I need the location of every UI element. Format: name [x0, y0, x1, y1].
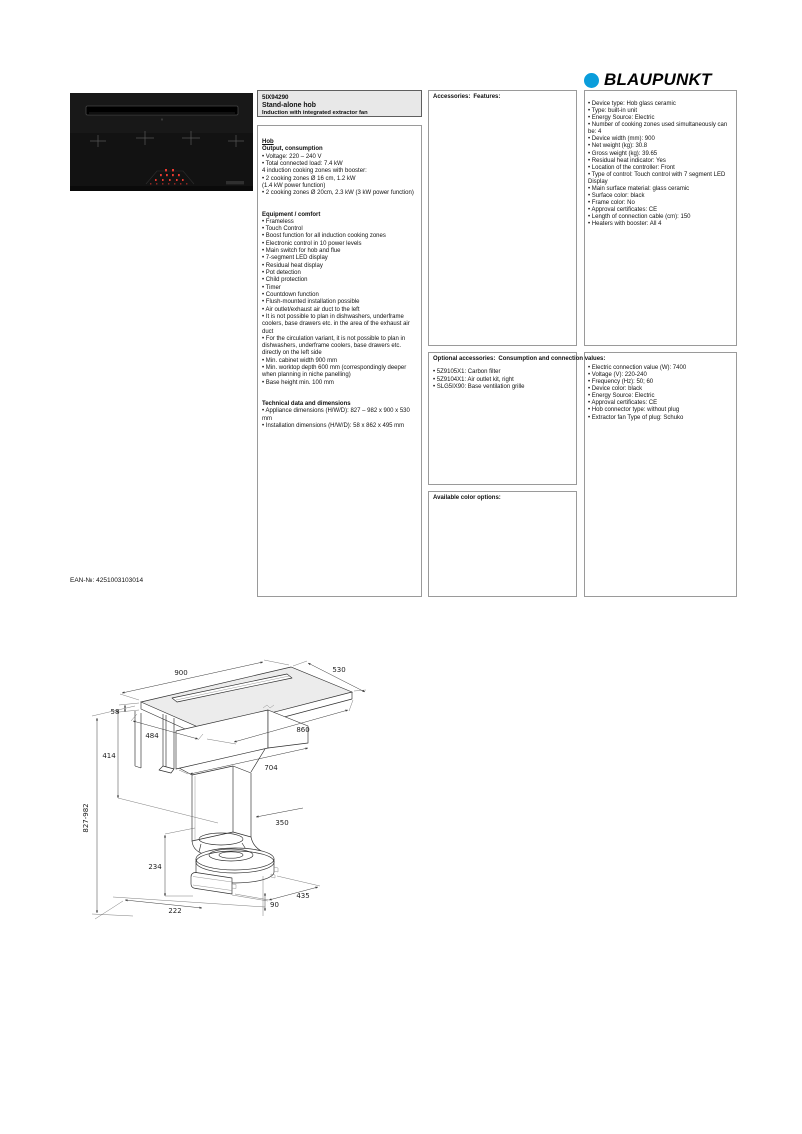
dim-860: 860: [296, 726, 310, 734]
color-options-box: [428, 491, 577, 597]
spec-line: • Device color: black: [588, 386, 732, 393]
brand-logo: [584, 69, 739, 91]
spec-line: • Main surface material: glass ceramic: [588, 186, 732, 193]
spec-line: • 5Z9104X1: Air outlet kit, right: [433, 377, 568, 384]
spec-heading: Hob: [262, 139, 274, 145]
dim-704: 704: [264, 764, 278, 772]
spec-line: • Countdown function: [262, 292, 416, 299]
dim-234: 234: [148, 863, 162, 871]
spec-line: • Energy Source: Electric: [588, 393, 732, 400]
spec-line: • Residual heat display: [262, 263, 416, 270]
spec-line: • 2 cooking zones Ø 16 cm, 1.2 kW: [262, 176, 416, 183]
spec-line: [262, 198, 416, 205]
spec-heading: Output, consumption: [262, 146, 323, 153]
dim-900: 900: [174, 669, 188, 677]
spec-line: • Total connected load: 7.4 kW: [262, 161, 416, 168]
spec-line: • Type: built-in unit: [588, 108, 732, 115]
spec-line: • Extractor fan Type of plug: Schuko: [588, 415, 732, 422]
technical-drawing: [75, 648, 375, 932]
extractor-vent-slot: [86, 106, 238, 115]
brand-logo-text: BLAUPUNKT: [604, 70, 712, 89]
spec-line: 4 induction cooking zones with booster:: [262, 168, 367, 175]
spec-line: [262, 394, 416, 401]
spec-line: • SLG5IX90: Base ventilation grille: [433, 384, 568, 391]
spec-line: • Approval certificates: CE: [588, 400, 732, 407]
spec-heading: Equipment / comfort: [262, 211, 321, 218]
dim-90: 90: [270, 901, 279, 909]
spec-line: [262, 387, 416, 394]
spec-line: • Type of control: Touch control with 7 segment LED Display: [588, 172, 732, 186]
spec-line: • Boost function for all induction cooking zones: [262, 233, 416, 240]
product-model: 5IX94290: [262, 94, 289, 101]
blaupunkt-dot-icon: [584, 73, 599, 88]
dim-827-982: 827-982: [82, 803, 90, 833]
hob-mini-logo: [226, 181, 244, 184]
spec-line: • Frameless: [262, 219, 416, 226]
spec-line: • Hob connector type: without plug: [588, 407, 732, 414]
spec-line: • 2 cooking zones Ø 20cm, 2.3 kW (3 kW power function): [262, 190, 416, 197]
spec-line: • Pot detection: [262, 270, 416, 277]
spec-line: • It is not possible to plan in dishwashers, underframe coolers, base drawers etc. in the area of the exhaust air duct: [262, 314, 416, 336]
spec-line: • Base height min. 100 mm: [262, 380, 416, 387]
spec-line: • Voltage (V): 220-240: [588, 372, 732, 379]
spec-line: • For the circulation variant, it is not possible to plan in dishwashers, underframe coolers, base drawers etc. directly on the left side: [262, 336, 416, 358]
spec-line: • Electric connection value (W): 7400: [588, 365, 732, 372]
spec-line: • Heaters with booster: All 4: [588, 221, 732, 228]
product-subtitle: Induction with integrated extractor fan: [262, 110, 368, 117]
spec-line: • Surface color: black: [588, 193, 732, 200]
spec-line: • Min. worktop depth 600 mm (correspondingly deeper when planning in niche panelling): [262, 365, 416, 380]
dim-484: 484: [145, 732, 159, 740]
spec-line: • Touch Control: [262, 226, 416, 233]
spec-line: • Device type: Hob glass ceramic: [588, 101, 732, 108]
spec-line: • Frame color: No: [588, 200, 732, 207]
optional-accessories-box: [428, 352, 606, 485]
spec-heading: Technical data and dimensions: [262, 401, 351, 407]
accessories-header: Accessories:: [433, 94, 471, 100]
spec-line: • Energy Source: Electric: [588, 115, 732, 122]
dim-435: 435: [296, 892, 310, 900]
hob-photo-graphic: [70, 93, 253, 191]
accessories-box: [428, 90, 577, 346]
dim-414: 414: [102, 752, 116, 760]
spec-line: • Flush-mounted installation possible: [262, 299, 416, 306]
spec-line: [262, 205, 416, 212]
product-photo: [70, 93, 253, 191]
dim-530: 530: [332, 666, 346, 674]
spec-line: • Location of the controller: Front: [588, 165, 732, 172]
product-name: Stand-alone hob: [262, 101, 316, 109]
ean-number: EAN-№: 4251003103014: [70, 577, 144, 584]
dim-222: 222: [168, 907, 182, 915]
spec-line: • Length of connection cable (cm): 150: [588, 214, 732, 221]
spec-line: • Voltage: 220 – 240 V: [262, 154, 416, 161]
product-title-box: [257, 90, 422, 117]
spec-line: • Approval certificates: CE: [588, 207, 732, 214]
spec-line: • Min. cabinet width 900 mm: [262, 358, 416, 365]
isometric-dimension-drawing: [75, 648, 375, 932]
spec-line: (1.4 kW power function): [262, 182, 326, 189]
spec-line: • Net weight (kg): 30.8: [588, 143, 732, 150]
spec-line: • Child protection: [262, 277, 416, 284]
spec-line: • Air outlet/exhaust air duct to the left: [262, 307, 416, 314]
spec-line: • Device width (mm): 900: [588, 136, 732, 143]
consumption-header: Consumption and connection values:: [498, 356, 606, 362]
spec-line: • Main switch for hob and flue: [262, 248, 416, 255]
spec-line: • Frequency (Hz): 50; 60: [588, 379, 732, 386]
spec-line: • Appliance dimensions (H/W/D): 827 – 982 x 900 x 530 mm: [262, 408, 416, 423]
spec-line: • 7-segment LED display: [262, 255, 416, 262]
spec-line: • Gross weight (kg): 39.65: [588, 151, 732, 158]
consumption-box: [584, 352, 737, 597]
spec-line: • Number of cooking zones used simultaneously can be: 4: [588, 122, 732, 136]
optional-accessories-header: Optional accessories:: [433, 356, 496, 362]
color-options-header: Available color options:: [433, 495, 501, 501]
spec-line: • Timer: [262, 285, 416, 292]
spec-line: • Residual heat indicator: Yes: [588, 158, 732, 165]
spec-box: [257, 125, 422, 597]
spec-line: • 5Z9105X1: Carbon filter: [433, 369, 568, 376]
spec-line: • Installation dimensions (H/W/D): 58 x 862 x 495 mm: [262, 423, 416, 430]
features-header: Features:: [473, 94, 501, 100]
spec-line: • Electronic control in 10 power levels: [262, 241, 416, 248]
dim-350: 350: [275, 819, 289, 827]
features-box: [584, 90, 737, 346]
dim-58: 58: [110, 708, 120, 716]
